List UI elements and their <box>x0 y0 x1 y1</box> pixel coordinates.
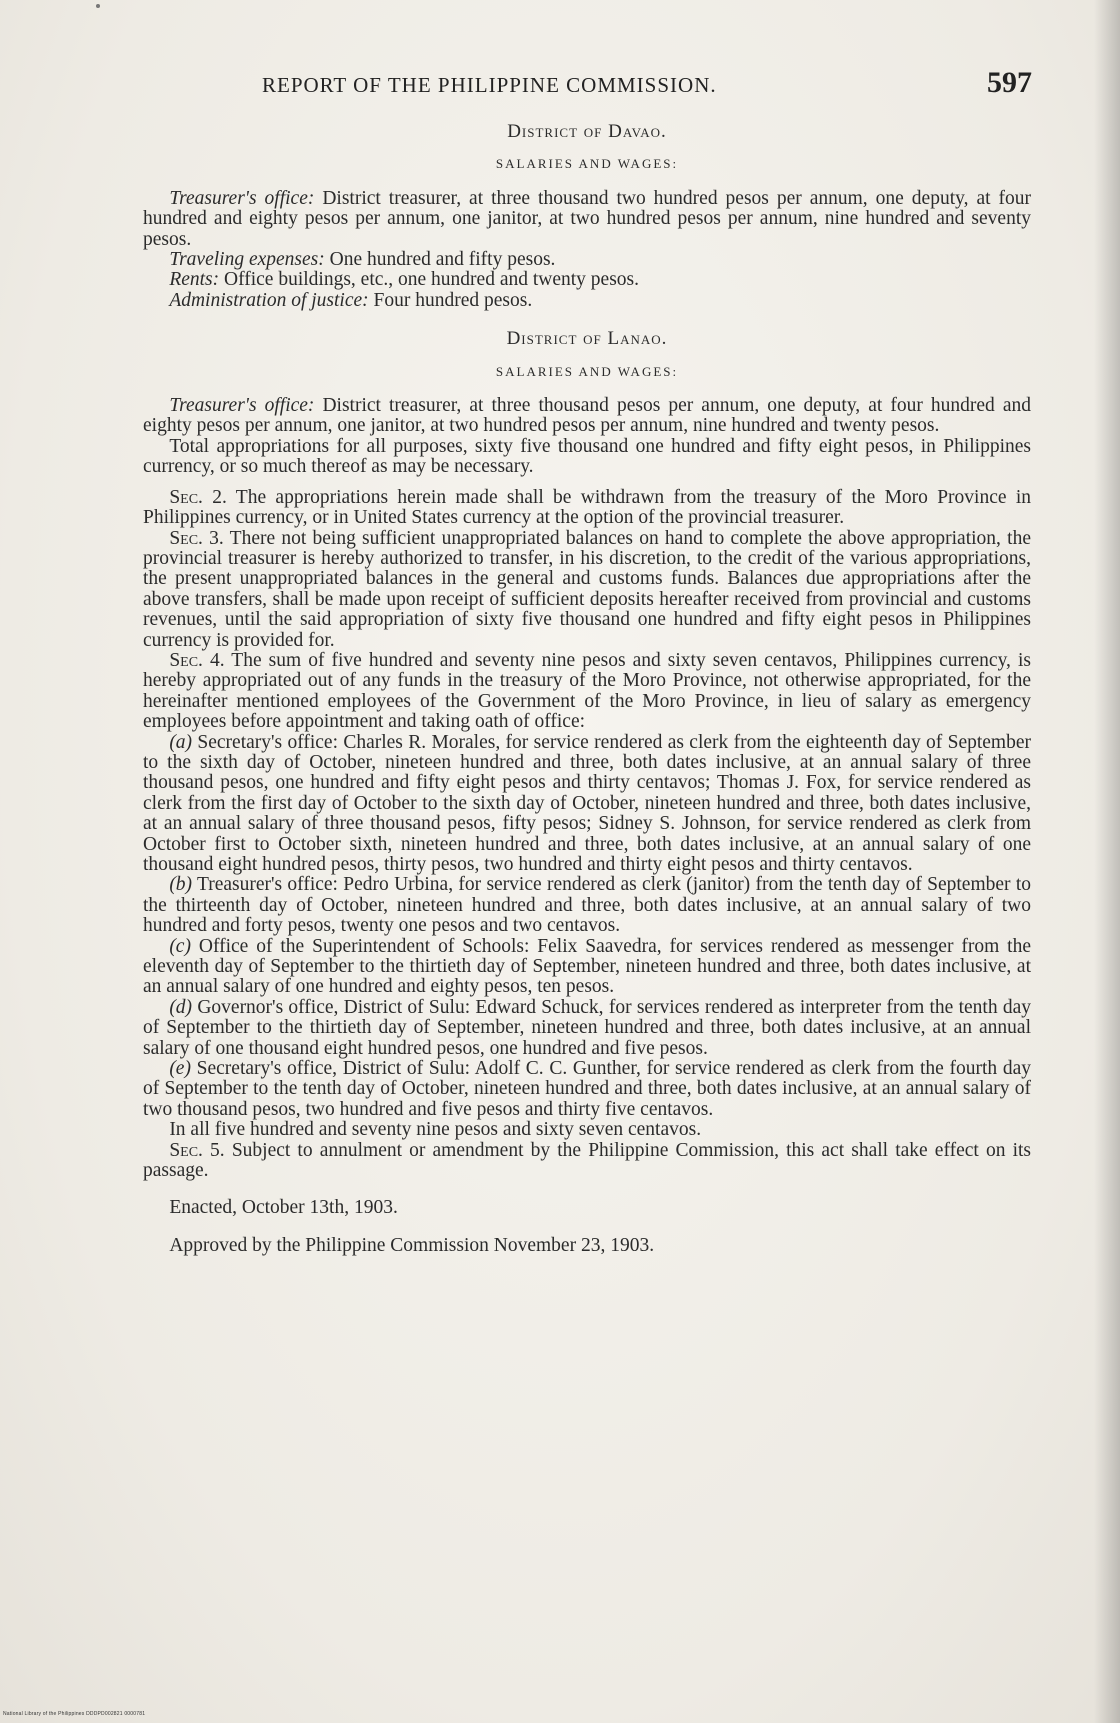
section-3-label: Sec. 3. <box>169 527 224 549</box>
lanao-treasurer-paragraph <box>143 396 1031 437</box>
davao-traveling-text: One hundred and fifty pesos. <box>324 249 556 271</box>
archive-footer: National Library of the Philippines DDDPD002821 0000781 <box>3 1711 146 1717</box>
document-body <box>143 122 1031 1256</box>
item-c-label: (c) <box>169 935 191 957</box>
davao-subheading: SALARIES AND WAGES: <box>495 156 679 172</box>
page-number: 597 <box>987 66 1032 99</box>
section-2-paragraph <box>143 488 1031 529</box>
davao-justice-paragraph <box>143 291 1031 311</box>
davao-heading: District of Davao. <box>507 121 667 142</box>
section-3-text: There not being sufficient unappropriated balances on hand to complete the above appropriation, the provincial treasurer is hereby authorized to transfer, in his discretion, to the credit of the various appropriations, the present unappropriated balances in the general and customs funds. Balances due appropriations after the above transfers, shall be made upon receipt of sufficient deposits hereafter received from provincial and customs revenues, until the said appropriation of sixty five thousand one hundred and fifty eight pesos in Philippines currency is provided for. <box>143 527 1031 651</box>
lanao-treasurer-text: District treasurer, at three thousand pesos per annum, one deputy, at four hundred and eighty pesos per annum, one janitor, at two hundred pesos per annum, nine hundred and twenty pesos. <box>143 395 1031 437</box>
section-5-label: Sec. 5. <box>169 1139 225 1161</box>
item-d-label: (d) <box>169 996 193 1018</box>
item-d-paragraph <box>143 998 1031 1059</box>
section-4-text: The sum of five hundred and seventy nine pesos and sixty seven centavos, Philippines currency, is hereby appropriated out of any funds in the treasury of the Moro Province, not otherwise appropriated, for the hereinafter mentioned employees of the Government of the Moro Province, in lieu of salary as emergency employees before appointment and taking oath of office: <box>143 649 1031 733</box>
davao-treasurer-text: District treasurer, at three thousand two hundred pesos per annum, one deputy, at four hundred and eighty pesos per annum, one janitor, at two hundred pesos per annum, nine hundred and seventy pesos. <box>143 187 1031 250</box>
item-d-text: Governor's office, District of Sulu: Edward Schuck, for services rendered as interpreter from the tenth day of September to the thirtieth day of September, nineteen hundred and three, both dates inclusive, at an annual salary of one thousand eight hundred pesos, one hundred and five pesos. <box>143 996 1031 1059</box>
in-all-paragraph: In all five hundred and seventy nine pesos and sixty seven centavos. <box>169 1119 702 1141</box>
section-5-text: Subject to annulment or amendment by the Philippine Commission, this act shall take effect on its passage. <box>143 1139 1031 1182</box>
lanao-subheading: SALARIES AND WAGES: <box>495 363 679 379</box>
davao-traveling-paragraph <box>143 250 1031 270</box>
item-a-paragraph <box>143 733 1031 876</box>
davao-rents-label: Rents: <box>169 269 220 291</box>
item-e-text: Secretary's office, District of Sulu: Adolf C. C. Gunther, for service rendered as clerk from the fourth day of September to the tenth day of October, nineteen hundred and three, both dates inclusive, at an annual salary of two thousand pesos, two hundred and five pesos and thirty five centavos. <box>143 1058 1031 1120</box>
section-5-paragraph <box>143 1141 1031 1182</box>
item-b-text: Treasurer's office: Pedro Urbina, for service rendered as clerk (janitor) from the tenth day of September to the thirteenth day of October, nineteen hundred and three, both dates inclusive, at an annual salary of two hundred and forty pesos, twenty one pesos and two centavos. <box>143 874 1031 937</box>
page-edge-shadow <box>1094 0 1120 1723</box>
section-3-paragraph <box>143 529 1031 651</box>
item-e-paragraph <box>143 1059 1031 1120</box>
davao-traveling-label: Traveling expenses: <box>169 249 325 271</box>
approved-line: Approved by the Philippine Commission November 23, 1903. <box>169 1234 655 1256</box>
item-b-label: (b) <box>169 874 193 896</box>
item-e-label: (e) <box>169 1058 191 1080</box>
item-a-label: (a) <box>169 731 193 753</box>
section-2-label: Sec. 2. <box>169 486 227 508</box>
davao-justice-text: Four hundred pesos. <box>368 289 533 311</box>
davao-treasurer-paragraph <box>143 189 1031 250</box>
enacted-line: Enacted, October 13th, 1903. <box>169 1196 398 1218</box>
running-header <box>262 66 1032 100</box>
item-a-text: Secretary's office: Charles R. Morales, for service rendered as clerk from the eighteenth day of September to the sixth day of October, nineteen hundred and three, both dates inclusive, at an annual salary of three thousand pesos, one hundred and fifty eight pesos and thirty centavos; Thomas J. Fox, for service rendered as clerk from the first day of October to the sixth day of October, nineteen hundred and three, both dates inclusive, at an annual salary of three thousand pesos, fifty pesos; Sidney S. Johnson, for service rendered as clerk from October first to October sixth, nineteen hundred and three, both dates inclusive, at an annual salary of one thousand eight hundred pesos, thirty pesos, two hundred and thirty eight pesos and thirty centavos. <box>143 731 1031 875</box>
report-title: REPORT OF THE PHILIPPINE COMMISSION. <box>262 73 717 97</box>
section-4-label: Sec. 4. <box>169 649 225 671</box>
section-4-paragraph <box>143 651 1031 733</box>
total-appropriations-paragraph: Total appropriations for all purposes, sixty five thousand one hundred and fifty eight pesos, in Philippines currency, or so much thereof as may be necessary. <box>143 435 1031 478</box>
section-2-text: The appropriations herein made shall be withdrawn from the treasury of the Moro Province in Philippines currency, or in United States currency at the option of the provincial treasurer. <box>143 486 1031 529</box>
scan-speck <box>96 4 100 8</box>
item-c-paragraph <box>143 937 1031 998</box>
item-b-paragraph <box>143 875 1031 936</box>
davao-rents-text: Office buildings, etc., one hundred and twenty pesos. <box>219 269 640 291</box>
lanao-treasurer-label: Treasurer's office: <box>169 395 315 417</box>
item-c-text: Office of the Superintendent of Schools: Felix Saavedra, for services rendered as messenger from the eleventh day of September to the thirtieth day of September, nineteen hundred and three, both dates inclusive, at an annual salary of one hundred and eighty pesos, ten pesos. <box>143 935 1031 998</box>
davao-justice-label: Administration of justice: <box>169 289 369 311</box>
davao-treasurer-label: Treasurer's office: <box>169 187 315 209</box>
lanao-heading: District of Lanao. <box>506 328 668 350</box>
davao-rents-paragraph <box>143 270 1031 290</box>
